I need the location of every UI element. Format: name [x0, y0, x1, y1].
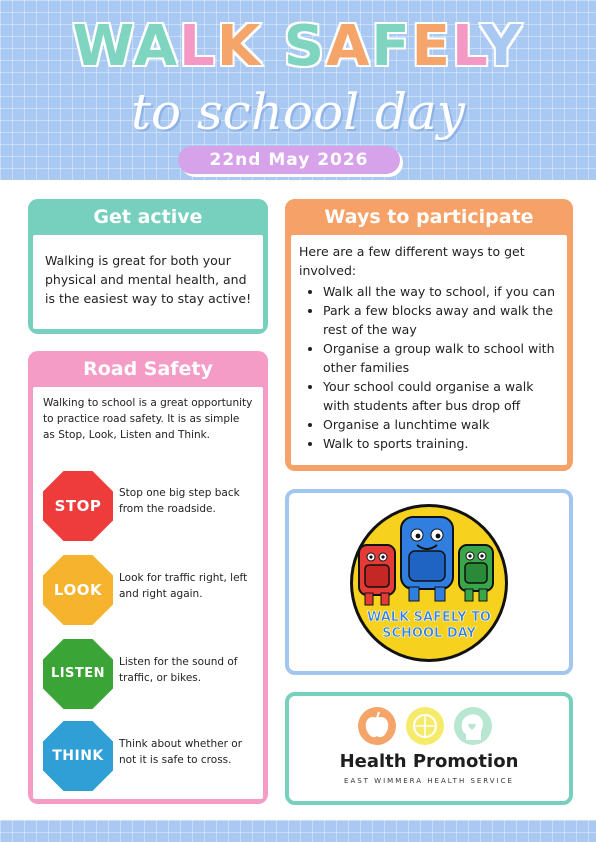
health-promotion-title: Health Promotion — [339, 751, 519, 772]
header-banner — [0, 0, 596, 180]
title-letter: L — [451, 14, 481, 79]
title-letter: A — [133, 14, 180, 79]
stop-sign-label: STOP — [54, 497, 102, 515]
road-safety-intro: Walking to school is a great opportunity to practice road safety. It is as simple as Stop, Look, Listen and Think. — [43, 397, 253, 441]
page-title — [0, 14, 596, 80]
get-active-text: Walking is great for both your physical and mental health, and is the easiest way to stay active! — [45, 253, 252, 306]
date-badge: 22nd May 2026 — [178, 146, 400, 174]
list-item: • Organise a group walk to school with other families — [323, 339, 559, 377]
page-subtitle: to school day — [130, 83, 466, 141]
basketball-icon — [406, 707, 444, 745]
ways-to-participate-card — [285, 199, 573, 471]
get-active-heading: Get active — [28, 199, 268, 233]
road-safety-body-box — [33, 387, 263, 799]
title-letter — [262, 14, 284, 79]
get-active-card — [28, 199, 268, 334]
get-active-body-box — [33, 235, 263, 329]
list-item: • Organise a lunchtime walk — [323, 415, 559, 434]
list-item: • Walk all the way to school, if you can — [323, 282, 559, 301]
logo-text-line2: SCHOOL DAY — [382, 626, 476, 641]
walk-safely-logo-card — [285, 489, 573, 675]
list-item: • Park a few blocks away and walk the rest of the way — [323, 301, 559, 339]
listen-sign-icon — [43, 639, 113, 709]
list-item: • Walk to sports training. — [323, 434, 559, 453]
title-letter: S — [283, 14, 327, 79]
look-description: Look for traffic right, left and right again. — [119, 572, 248, 600]
health-promotion-subtitle: EAST WIMMERA HEALTH SERVICE — [344, 777, 514, 785]
footer-band — [0, 820, 596, 842]
look-sign-label: LOOK — [53, 581, 103, 599]
title-letter: F — [371, 14, 412, 79]
logo-text-line1: WALK SAFELY TO — [366, 610, 492, 625]
health-promotion-icons — [289, 704, 569, 754]
title-letter: W — [72, 14, 134, 79]
listen-sign-label: LISTEN — [50, 666, 106, 681]
title-letter: K — [216, 14, 263, 79]
title-letter: A — [326, 14, 372, 79]
stop-sign-icon — [43, 471, 113, 541]
head-heart-icon — [454, 707, 492, 745]
listen-description: Listen for the sound of traffic, or bikes. — [119, 656, 238, 684]
walk-safely-logo — [289, 493, 569, 671]
health-promotion-card — [285, 692, 573, 805]
think-sign-label: THINK — [52, 748, 104, 764]
road-safety-heading: Road Safety — [28, 351, 268, 385]
ways-heading: Ways to participate — [285, 199, 573, 233]
blue-backpack-icon — [401, 517, 453, 601]
stop-description: Stop one big step back from the roadside. — [119, 487, 240, 515]
road-safety-card — [28, 351, 268, 804]
title-letter: Y — [480, 14, 524, 79]
ways-body-box — [291, 235, 567, 465]
ways-intro: Here are a few different ways to get involved: — [299, 244, 525, 278]
think-description: Think about whether or not it is safe to cross. — [119, 738, 243, 766]
look-sign-icon — [43, 555, 113, 625]
ways-list — [323, 282, 559, 453]
apple-icon — [358, 707, 396, 745]
title-letter: E — [411, 14, 452, 79]
list-item: • Your school could organise a walk with students after bus drop off — [323, 377, 559, 415]
title-letter: L — [179, 14, 217, 79]
think-sign-icon — [43, 721, 113, 791]
